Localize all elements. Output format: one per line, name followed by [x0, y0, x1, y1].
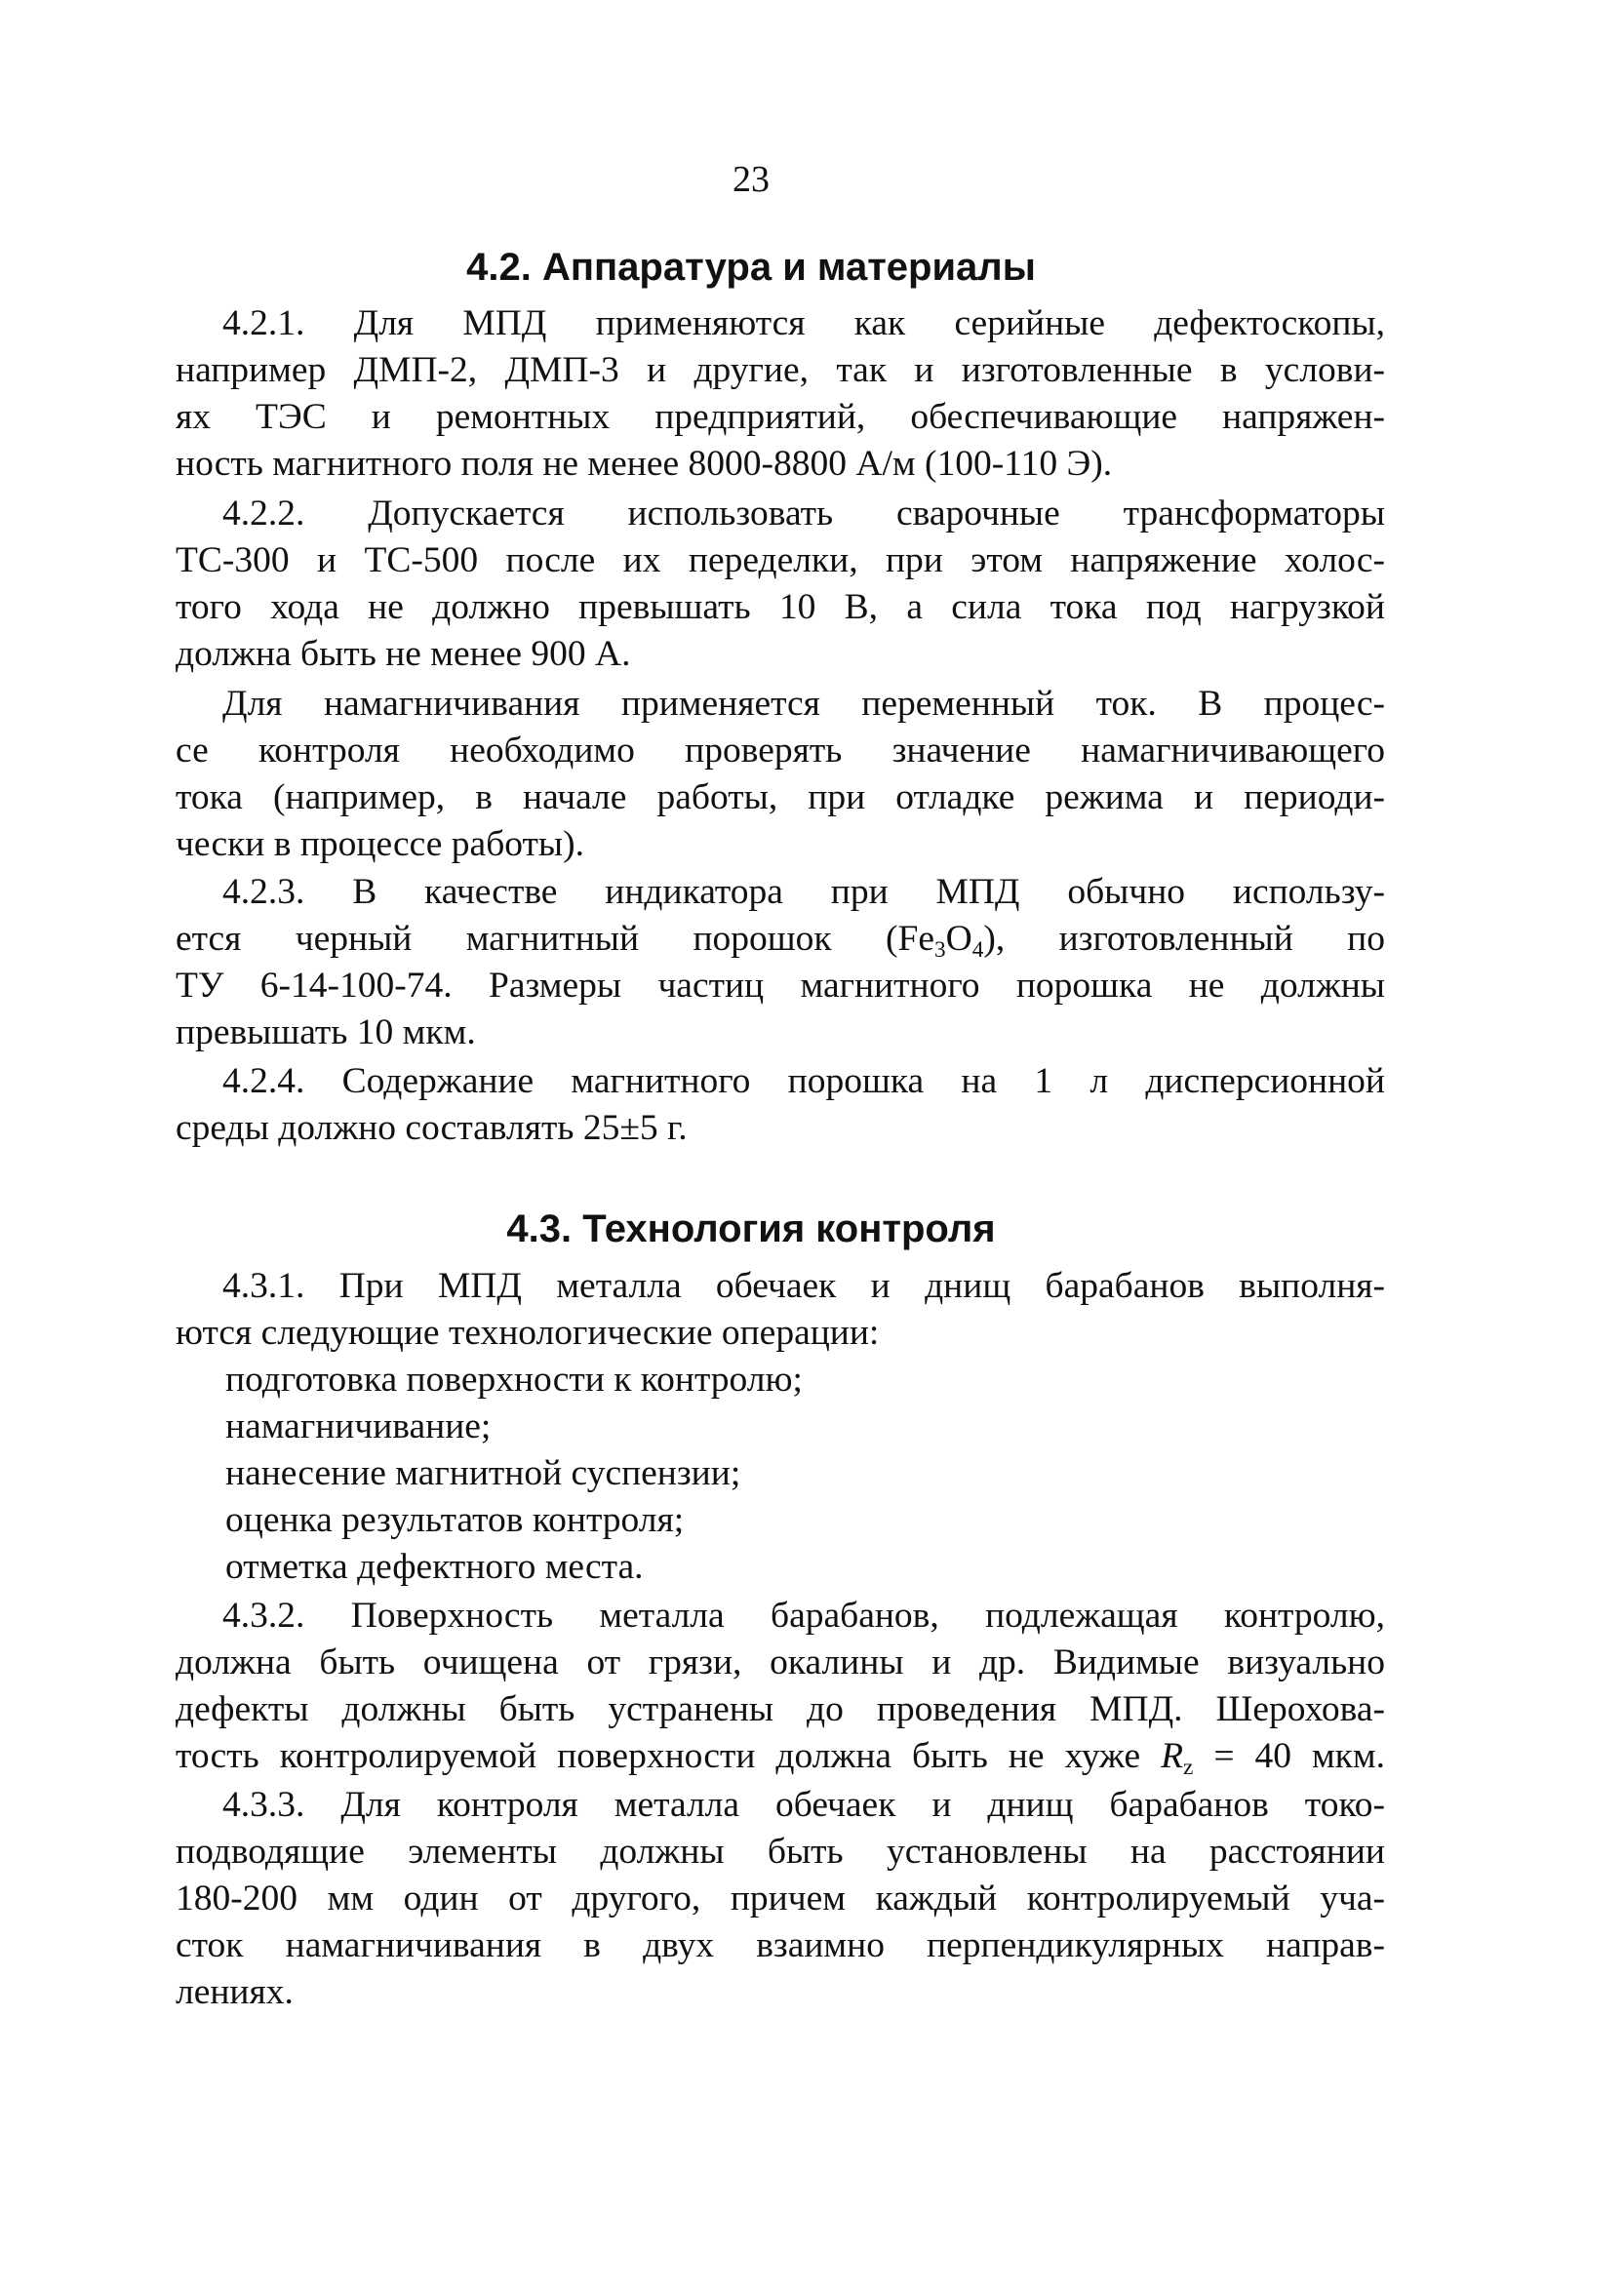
text-span: тость контролируемой поверхности должна быть не хуже	[176, 1736, 1141, 1776]
list-item: оценка результатов контроля;	[225, 1500, 685, 1540]
list-item: подготовка поверхности к контролю;	[225, 1360, 803, 1400]
text-line: должна быть очищена от грязи, окалины и др. Видимые визуально	[176, 1642, 1385, 1682]
section-heading-4-2: 4.2. Аппаратура и материалы	[466, 246, 1036, 289]
page-number: 23	[733, 159, 770, 200]
text-line: 4.2.4. Содержание магнитного порошка на 1 л дисперсионной	[222, 1061, 1385, 1101]
text-line: ются следующие технологические операции:	[176, 1313, 880, 1353]
list-item: нанесение магнитной суспензии;	[225, 1453, 741, 1493]
text-line-formula	[176, 915, 1385, 964]
text-line: тока (например, в начале работы, при отладке режима и периоди-	[176, 777, 1385, 817]
text-line: ность магнитного поля не менее 8000-8800 А/м (100-110 Э).	[176, 444, 1113, 484]
text-span: ется черный магнитный порошок	[176, 919, 832, 959]
text-span: изготовленный по	[1058, 919, 1385, 959]
text-line: например ДМП-2, ДМП-3 и другие, так и изготовленные в услови-	[176, 350, 1385, 390]
text-line: превышать 10 мкм.	[176, 1012, 476, 1052]
text-line: среды должно составлять 25±5 г.	[176, 1108, 688, 1148]
text-line: дефекты должны быть устранены до проведения МПД. Шерохова-	[176, 1689, 1385, 1729]
text-line: сток намагничивания в двух взаимно перпендикулярных направ-	[176, 1925, 1385, 1965]
text-line-roughness	[176, 1732, 1385, 1781]
text-line: 4.3.3. Для контроля металла обечаек и днищ барабанов токо-	[222, 1785, 1385, 1825]
text-line: 4.3.1. При МПД металла обечаек и днищ барабанов выполня-	[222, 1266, 1385, 1306]
text-line: Для намагничивания применяется переменный ток. В процес-	[222, 684, 1385, 724]
text-line: ях ТЭС и ремонтных предприятий, обеспечивающие напряжен-	[176, 397, 1385, 437]
text-line: лениях.	[176, 1972, 294, 2012]
text-line: 4.2.1. Для МПД применяются как серийные дефектоскопы,	[222, 303, 1385, 343]
list-item: отметка дефектного места.	[225, 1547, 644, 1587]
text-line: 4.2.2. Допускается использовать сварочные трансформаторы	[222, 494, 1385, 534]
roughness-value: = 40 мкм.	[1213, 1736, 1385, 1776]
text-line: подводящие элементы должны быть установлены на расстоянии	[176, 1832, 1385, 1872]
text-line: должна быть не менее 900 А.	[176, 634, 631, 674]
text-line: чески в процессе работы).	[176, 824, 584, 864]
text-line: 4.3.2. Поверхность металла барабанов, подлежащая контролю,	[222, 1596, 1385, 1636]
text-line: се контроля необходимо проверять значение намагничивающего	[176, 731, 1385, 771]
text-line: 4.2.3. В качестве индикатора при МПД обычно использу-	[222, 872, 1385, 912]
roughness-subscript: z	[1183, 1754, 1194, 1780]
text-line: 180-200 мм один от другого, причем каждый контролируемый уча-	[176, 1879, 1385, 1918]
text-line: ТС-300 и ТС-500 после их переделки, при этом напряжение холос-	[176, 540, 1385, 580]
list-item: намагничивание;	[225, 1406, 492, 1446]
text-line: ТУ 6-14-100-74. Размеры частиц магнитного порошка не должны	[176, 966, 1385, 1006]
section-heading-4-3: 4.3. Технология контроля	[506, 1207, 996, 1250]
text-line: того хода не должно превышать 10 В, а сила тока под нагрузкой	[176, 587, 1385, 627]
chemical-formula: $(Fe_3O_4)$,	[886, 919, 1006, 963]
roughness-symbol: R	[1161, 1736, 1184, 1776]
